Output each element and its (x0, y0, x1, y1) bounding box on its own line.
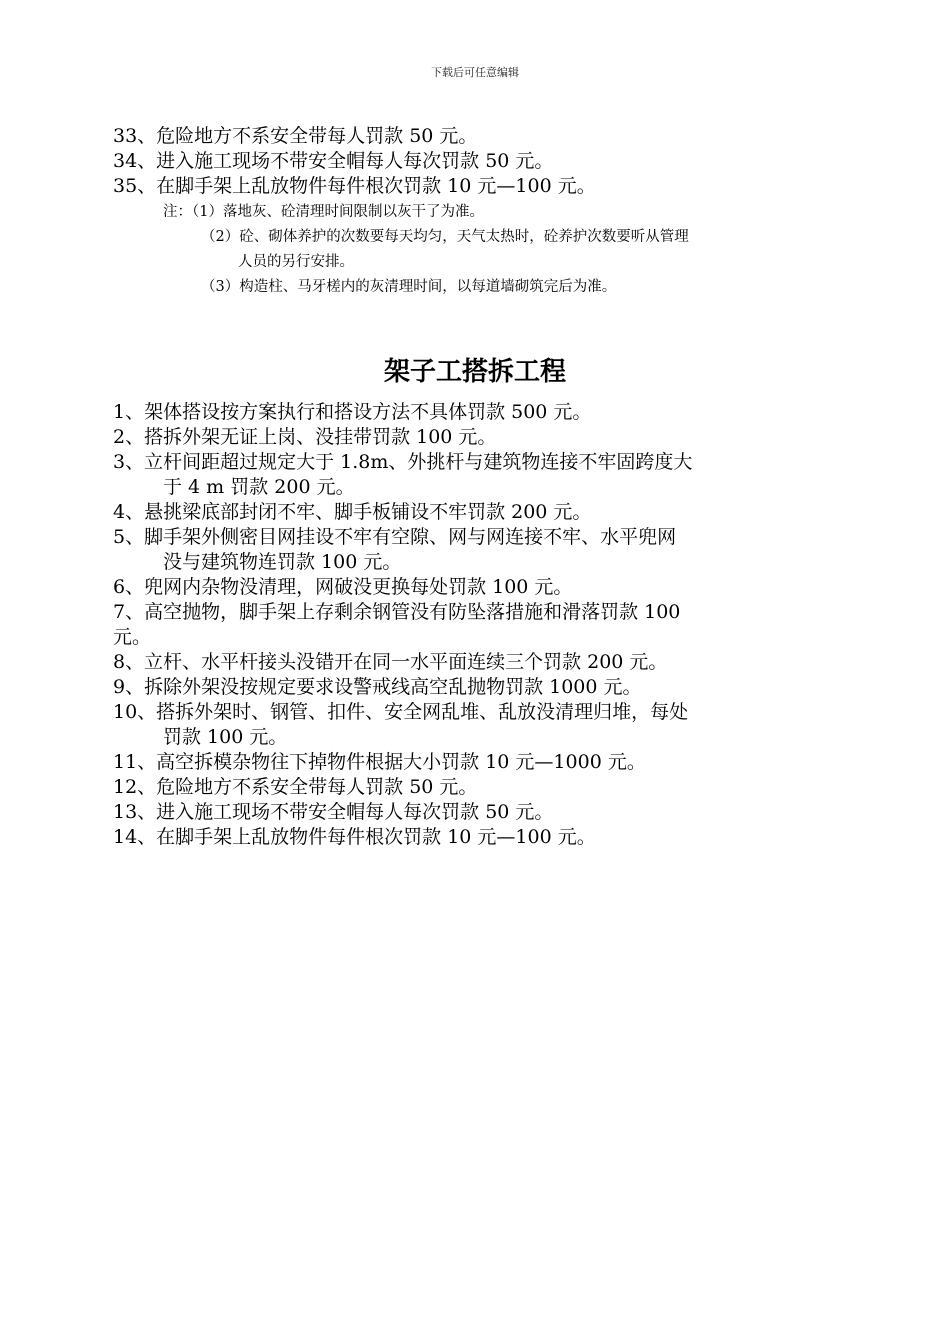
list-item (113, 800, 843, 825)
note-2-line-2: 人员的另行安排。 (238, 254, 354, 270)
rule-text: 11、高空拆模杂物往下掉物件根据大小罚款 10 元—1000 元。 (113, 751, 646, 773)
rule-text: 3、立杆间距超过规定大于 1.8m、外挑杆与建筑物连接不牢固跨度大 (113, 451, 693, 473)
note-3: （3）构造柱、马牙槎内的灰清理时间，以每道墙砌筑完后为准。 (201, 279, 617, 295)
list-item (113, 750, 843, 775)
list-item (113, 775, 843, 800)
list-item (113, 675, 843, 700)
list-item (113, 650, 843, 675)
scaffolding-penalty-list (113, 400, 843, 850)
notes-block (113, 200, 843, 300)
page-header: 下载后可任意编辑 (431, 66, 519, 79)
penalty-list-continued (113, 124, 843, 300)
rule-text: 6、兜网内杂物没清理，网破没更换每处罚款 100 元。 (113, 576, 573, 598)
note-1: 注：（1）落地灰、砼清理时间限制以灰干了为准。 (163, 204, 484, 220)
rule-text-continued: 没与建筑物连罚款 100 元。 (163, 551, 402, 573)
rule-text-continued: 元。 (113, 626, 152, 648)
rule-text: 7、高空抛物，脚手架上存剩余钢管没有防坠落措施和滑落罚款 100 (113, 601, 681, 623)
list-item (113, 700, 843, 750)
list-item: 35、在脚手架上乱放物件每件根次罚款 10 元—100 元。 (113, 175, 596, 197)
rule-text: 12、危险地方不系安全带每人罚款 50 元。 (113, 776, 478, 798)
rule-text: 14、在脚手架上乱放物件每件根次罚款 10 元—100 元。 (113, 826, 596, 848)
list-item: 34、进入施工现场不带安全帽每人每次罚款 50 元。 (113, 150, 554, 172)
list-item: 33、危险地方不系安全带每人罚款 50 元。 (113, 125, 478, 147)
list-item (113, 825, 843, 850)
list-item (113, 450, 843, 500)
rule-text: 4、悬挑梁底部封闭不牢、脚手板铺设不牢罚款 200 元。 (113, 501, 592, 523)
list-item (113, 500, 843, 525)
note-2-line-1: （2）砼、砌体养护的次数要每天均匀，天气太热时，砼养护次数要听从管理 (201, 229, 689, 245)
section-title: 架子工搭拆工程 (383, 357, 566, 387)
rule-text: 5、脚手架外侧密目网挂设不牢有空隙、网与网连接不牢、水平兜网 (113, 526, 677, 548)
list-item (113, 400, 843, 425)
list-item (113, 600, 843, 650)
rule-text: 2、搭拆外架无证上岗、没挂带罚款 100 元。 (113, 426, 497, 448)
rule-text: 8、立杆、水平杆接头没错开在同一水平面连续三个罚款 200 元。 (113, 651, 668, 673)
list-item (113, 525, 843, 575)
rule-text: 9、拆除外架没按规定要求设警戒线高空乱抛物罚款 1000 元。 (113, 676, 642, 698)
rule-text: 13、进入施工现场不带安全帽每人每次罚款 50 元。 (113, 801, 554, 823)
rule-text: 1、架体搭设按方案执行和搭设方法不具体罚款 500 元。 (113, 401, 592, 423)
rule-text-continued: 于 4 m 罚款 200 元。 (163, 476, 355, 498)
list-item (113, 575, 843, 600)
rule-text: 10、搭拆外架时、钢管、扣件、安全网乱堆、乱放没清理归堆，每处 (113, 701, 689, 723)
rule-text-continued: 罚款 100 元。 (163, 726, 288, 748)
list-item (113, 425, 843, 450)
